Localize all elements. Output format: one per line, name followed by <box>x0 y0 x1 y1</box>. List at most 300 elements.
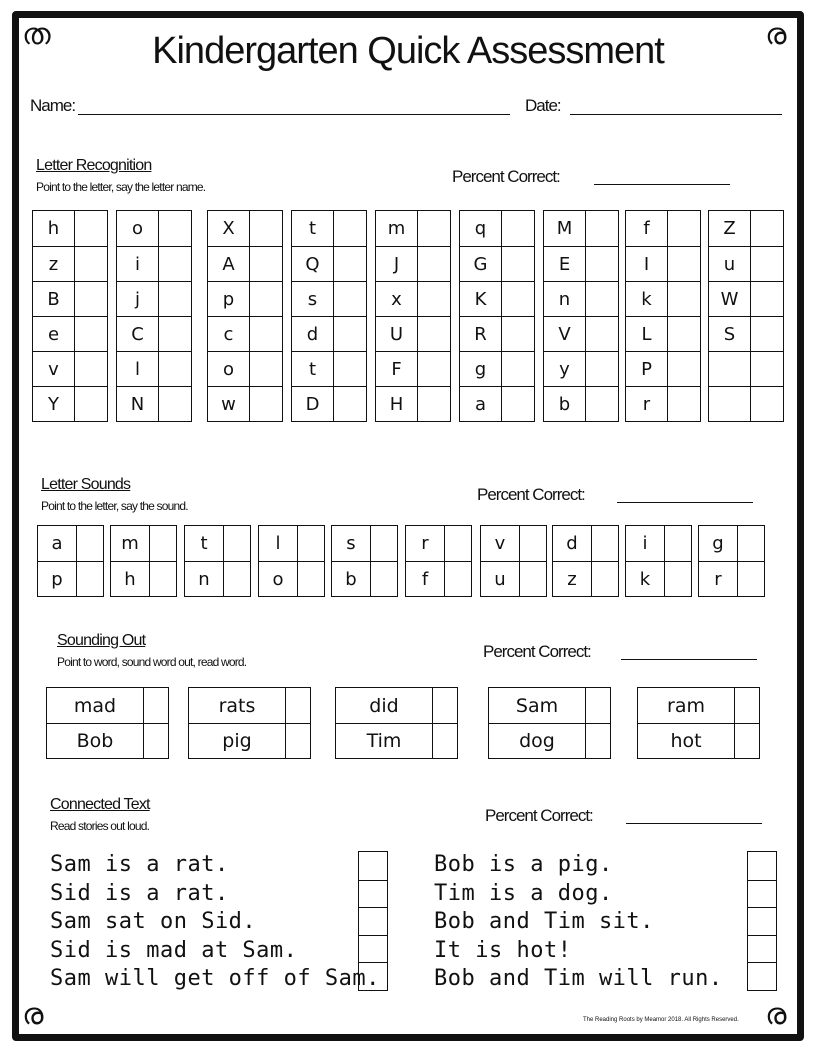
date-label: Date: <box>525 96 561 115</box>
letter-cell <box>460 316 534 351</box>
sound-cell <box>111 561 176 596</box>
answer-box[interactable] <box>159 282 191 316</box>
letter: u <box>481 562 520 596</box>
word-cell <box>336 723 457 758</box>
answer-box[interactable] <box>418 282 450 316</box>
letter: i <box>117 247 159 281</box>
sound-cell <box>38 526 103 561</box>
word: Sam <box>489 688 586 723</box>
letter-cell <box>544 281 618 316</box>
answer-box[interactable] <box>586 317 618 351</box>
letter-column <box>459 210 535 422</box>
answer-box[interactable] <box>250 317 282 351</box>
letter-cell <box>709 316 783 351</box>
letter-cell <box>292 351 366 386</box>
letter: E <box>544 247 586 281</box>
letter: b <box>544 387 586 421</box>
answer-box[interactable] <box>250 282 282 316</box>
answer-box[interactable] <box>418 317 450 351</box>
sound-column <box>37 525 104 597</box>
letter-cell <box>33 281 107 316</box>
letter-cell <box>33 386 107 421</box>
letter: n <box>544 282 586 316</box>
letter: t <box>292 352 334 386</box>
percent-correct-label: Percent Correct: <box>452 167 560 186</box>
letter: o <box>208 352 250 386</box>
letter: R <box>460 317 502 351</box>
answer-box[interactable] <box>144 724 168 758</box>
letter-column <box>708 210 784 422</box>
answer-box[interactable] <box>445 562 471 596</box>
word-cell <box>47 723 168 758</box>
letter: H <box>376 387 418 421</box>
answer-box[interactable] <box>433 724 457 758</box>
letter: Q <box>292 247 334 281</box>
answer-box[interactable] <box>738 526 764 561</box>
letter-cell <box>460 281 534 316</box>
story-sentence: Sid is mad at Sam. <box>50 937 298 963</box>
connected-text-title: Connected Text <box>50 796 150 813</box>
letter: Y <box>33 387 75 421</box>
sound-cell <box>185 526 250 561</box>
answer-box[interactable] <box>250 211 282 246</box>
answer-box[interactable] <box>586 387 618 421</box>
answer-box[interactable] <box>250 387 282 421</box>
story-sentence: It is hot! <box>434 937 572 963</box>
sound-column <box>552 525 619 597</box>
copyright-notice: The Reading Roots by Meamor 2018. All Rights Reserved. <box>583 1017 739 1023</box>
letter-cell <box>626 386 700 421</box>
connected-text-instructions: Read stories out loud. <box>50 819 150 833</box>
answer-box[interactable] <box>150 562 176 596</box>
answer-box[interactable] <box>502 387 534 421</box>
letter: f <box>406 562 445 596</box>
word: pig <box>189 724 286 758</box>
letter-column <box>375 210 451 422</box>
letter-cell <box>376 351 450 386</box>
sentence-check-box[interactable] <box>359 880 387 908</box>
letter: k <box>626 562 665 596</box>
letter-cell <box>709 281 783 316</box>
answer-box[interactable] <box>665 562 691 596</box>
letter-cell <box>544 351 618 386</box>
answer-box[interactable] <box>159 317 191 351</box>
answer-box[interactable] <box>286 688 310 723</box>
answer-box[interactable] <box>418 387 450 421</box>
sentence-check-box[interactable] <box>748 880 776 908</box>
swirl-top-left-icon: ത <box>22 17 51 52</box>
letter-sounds-instructions: Point to the letter, say the sound. <box>41 499 188 513</box>
answer-box[interactable] <box>445 526 471 561</box>
answer-box[interactable] <box>371 562 397 596</box>
letter-cell <box>208 351 282 386</box>
letter: e <box>33 317 75 351</box>
answer-box[interactable] <box>334 282 366 316</box>
answer-box[interactable] <box>418 352 450 386</box>
letter: G <box>460 247 502 281</box>
letter: r <box>406 526 445 561</box>
letter-column <box>32 210 108 422</box>
letter: t <box>185 526 224 561</box>
letter: I <box>626 247 668 281</box>
answer-box[interactable] <box>665 526 691 561</box>
letter: g <box>460 352 502 386</box>
letter: L <box>626 317 668 351</box>
letter: M <box>544 211 586 246</box>
letter: s <box>292 282 334 316</box>
word: Bob <box>47 724 144 758</box>
letter-cell <box>117 281 191 316</box>
letter-cell <box>292 211 366 246</box>
answer-box[interactable] <box>150 526 176 561</box>
sound-column <box>625 525 692 597</box>
letter-cell <box>626 316 700 351</box>
letter-column <box>543 210 619 422</box>
letter: i <box>626 526 665 561</box>
answer-box[interactable] <box>250 352 282 386</box>
answer-box[interactable] <box>75 352 107 386</box>
letter: A <box>208 247 250 281</box>
answer-box[interactable] <box>502 317 534 351</box>
answer-box[interactable] <box>668 282 700 316</box>
sound-cell <box>626 526 691 561</box>
answer-box[interactable] <box>586 247 618 281</box>
word: Tim <box>336 724 433 758</box>
answer-box[interactable] <box>592 526 618 561</box>
letter: v <box>33 352 75 386</box>
answer-box[interactable] <box>224 562 250 596</box>
word-column <box>488 687 611 759</box>
sound-column <box>110 525 177 597</box>
letter: X <box>208 211 250 246</box>
letter: d <box>553 526 592 561</box>
answer-box[interactable] <box>735 688 759 723</box>
letter-cell <box>460 246 534 281</box>
letter-cell <box>376 316 450 351</box>
sound-cell <box>699 561 764 596</box>
letter-cell <box>292 246 366 281</box>
letter-cell <box>292 386 366 421</box>
answer-box[interactable] <box>668 352 700 386</box>
answer-box[interactable] <box>159 387 191 421</box>
letter: a <box>460 387 502 421</box>
swirl-bottom-right-icon: ര <box>765 997 787 1032</box>
letter-cell <box>292 281 366 316</box>
letter: h <box>111 562 150 596</box>
answer-box[interactable] <box>75 211 107 246</box>
sounding-out-title: Sounding Out <box>57 632 146 649</box>
letter: w <box>208 387 250 421</box>
sound-column <box>184 525 251 597</box>
word: dog <box>489 724 586 758</box>
answer-box[interactable] <box>77 562 103 596</box>
letter: s <box>332 526 371 561</box>
letter-column <box>116 210 192 422</box>
sound-column <box>258 525 325 597</box>
answer-box[interactable] <box>334 387 366 421</box>
answer-box[interactable] <box>735 724 759 758</box>
answer-box[interactable] <box>668 247 700 281</box>
answer-box[interactable] <box>159 211 191 246</box>
sound-cell <box>406 526 471 561</box>
letter: K <box>460 282 502 316</box>
answer-box[interactable] <box>334 317 366 351</box>
letter: q <box>460 211 502 246</box>
sound-cell <box>626 561 691 596</box>
sentence-check-box[interactable] <box>359 852 387 880</box>
word: hot <box>638 724 735 758</box>
letter: h <box>33 211 75 246</box>
story-sentence: Sam will get off of Sam. <box>50 966 380 992</box>
letter: m <box>376 211 418 246</box>
letter-cell <box>709 386 783 421</box>
letter: f <box>626 211 668 246</box>
letter-cell <box>33 246 107 281</box>
answer-box[interactable] <box>334 211 366 246</box>
sound-cell <box>111 526 176 561</box>
story-sentence: Bob and Tim will run. <box>434 966 723 992</box>
letter: F <box>376 352 418 386</box>
answer-box[interactable] <box>418 211 450 246</box>
sound-cell <box>185 561 250 596</box>
letter-cell <box>626 211 700 246</box>
word: rats <box>189 688 286 723</box>
letter-cell <box>117 351 191 386</box>
percent-correct-field[interactable] <box>621 659 757 660</box>
answer-box[interactable] <box>668 387 700 421</box>
date-field[interactable] <box>570 114 782 115</box>
answer-box[interactable] <box>502 211 534 246</box>
letter-cell <box>208 211 282 246</box>
letter: z <box>33 247 75 281</box>
answer-box[interactable] <box>738 562 764 596</box>
sentence-check-boxes <box>747 851 777 991</box>
name-label: Name: <box>30 96 76 115</box>
story-sentence: Tim is a dog. <box>434 880 613 906</box>
letter <box>709 387 751 421</box>
letter-cell <box>33 211 107 246</box>
sentence-check-box[interactable] <box>359 935 387 963</box>
letter: m <box>111 526 150 561</box>
letter: v <box>481 526 520 561</box>
sound-cell <box>553 526 618 561</box>
letter: Z <box>709 211 751 246</box>
letter-cell <box>709 351 783 386</box>
answer-box[interactable] <box>75 317 107 351</box>
percent-correct-field[interactable] <box>594 184 730 185</box>
letter: n <box>185 562 224 596</box>
sound-column <box>698 525 765 597</box>
answer-box[interactable] <box>75 387 107 421</box>
story-sentence: Sid is a rat. <box>50 880 229 906</box>
answer-box[interactable] <box>586 211 618 246</box>
word-cell <box>189 723 310 758</box>
percent-correct-field[interactable] <box>626 823 762 824</box>
letter-cell <box>117 386 191 421</box>
percent-correct-label: Percent Correct: <box>477 485 585 504</box>
sound-cell <box>259 561 324 596</box>
answer-box[interactable] <box>586 688 610 723</box>
letter-cell <box>33 316 107 351</box>
letter: g <box>699 526 738 561</box>
answer-box[interactable] <box>298 562 324 596</box>
answer-box[interactable] <box>751 211 783 246</box>
letter: k <box>626 282 668 316</box>
letter: y <box>544 352 586 386</box>
answer-box[interactable] <box>75 282 107 316</box>
sentence-check-box[interactable] <box>359 907 387 935</box>
word: did <box>336 688 433 723</box>
letter-cell <box>460 351 534 386</box>
letter-cell <box>117 316 191 351</box>
answer-box[interactable] <box>334 247 366 281</box>
word-cell <box>189 688 310 723</box>
letter <box>709 352 751 386</box>
answer-box[interactable] <box>75 247 107 281</box>
answer-box[interactable] <box>520 562 546 596</box>
answer-box[interactable] <box>668 211 700 246</box>
answer-box[interactable] <box>751 247 783 281</box>
letter-cell <box>208 316 282 351</box>
letter: c <box>208 317 250 351</box>
letter-cell <box>626 246 700 281</box>
answer-box[interactable] <box>592 562 618 596</box>
letter: D <box>292 387 334 421</box>
letter-column <box>625 210 701 422</box>
word-cell <box>638 723 759 758</box>
page-title: Kindergarten Quick Assessment <box>152 30 664 72</box>
story-sentence: Bob and Tim sit. <box>434 909 654 935</box>
letter: p <box>38 562 77 596</box>
sound-cell <box>481 526 546 561</box>
letter-cell <box>292 316 366 351</box>
letter: S <box>709 317 751 351</box>
answer-box[interactable] <box>334 352 366 386</box>
letter-cell <box>117 246 191 281</box>
answer-box[interactable] <box>159 247 191 281</box>
letter: o <box>259 562 298 596</box>
answer-box[interactable] <box>586 282 618 316</box>
letter-cell <box>376 246 450 281</box>
letter-cell <box>208 246 282 281</box>
answer-box[interactable] <box>502 352 534 386</box>
story-sentence: Bob is a pig. <box>434 852 613 877</box>
word-column <box>46 687 169 759</box>
letter: W <box>709 282 751 316</box>
answer-box[interactable] <box>418 247 450 281</box>
letter: l <box>259 526 298 561</box>
letter-cell <box>626 351 700 386</box>
letter-cell <box>544 316 618 351</box>
answer-box[interactable] <box>77 526 103 561</box>
word-cell <box>489 688 610 723</box>
letter-column <box>207 210 283 422</box>
word-cell <box>489 723 610 758</box>
letter: V <box>544 317 586 351</box>
sound-cell <box>553 561 618 596</box>
letter-cell <box>117 211 191 246</box>
name-field[interactable] <box>78 114 510 115</box>
answer-box[interactable] <box>751 352 783 386</box>
answer-box[interactable] <box>520 526 546 561</box>
letter: d <box>292 317 334 351</box>
letter: t <box>292 211 334 246</box>
letter-cell <box>33 351 107 386</box>
letter: r <box>699 562 738 596</box>
answer-box[interactable] <box>502 247 534 281</box>
word-cell <box>336 688 457 723</box>
letter-cell <box>208 386 282 421</box>
percent-correct-field[interactable] <box>617 502 753 503</box>
letter: b <box>332 562 371 596</box>
letter-cell <box>544 386 618 421</box>
letter: o <box>117 211 159 246</box>
sentence-check-box[interactable] <box>748 962 776 990</box>
answer-box[interactable] <box>159 352 191 386</box>
letter-recognition-instructions: Point to the letter, say the letter name. <box>36 180 206 194</box>
letter-cell <box>460 211 534 246</box>
word: ram <box>638 688 735 723</box>
answer-box[interactable] <box>751 282 783 316</box>
answer-box[interactable] <box>668 317 700 351</box>
sentence-check-box[interactable] <box>748 907 776 935</box>
answer-box[interactable] <box>144 688 168 723</box>
letter: x <box>376 282 418 316</box>
letter: P <box>626 352 668 386</box>
answer-box[interactable] <box>502 282 534 316</box>
swirl-top-right-icon: ര <box>765 17 787 52</box>
letter: a <box>38 526 77 561</box>
word-cell <box>47 688 168 723</box>
sentence-check-box[interactable] <box>748 935 776 963</box>
sound-column <box>480 525 547 597</box>
letter-recognition-title: Letter Recognition <box>36 157 152 174</box>
sound-cell <box>332 526 397 561</box>
answer-box[interactable] <box>433 688 457 723</box>
letter: r <box>626 387 668 421</box>
word-column <box>188 687 311 759</box>
sound-cell <box>481 561 546 596</box>
sound-cell <box>332 561 397 596</box>
percent-correct-label: Percent Correct: <box>483 642 591 661</box>
sounding-out-instructions: Point to word, sound word out, read word. <box>57 655 247 669</box>
word-column <box>637 687 760 759</box>
letter-cell <box>376 386 450 421</box>
swirl-bottom-left-icon: ര <box>22 997 44 1032</box>
sound-column <box>405 525 472 597</box>
answer-box[interactable] <box>371 526 397 561</box>
answer-box[interactable] <box>586 724 610 758</box>
answer-box[interactable] <box>250 247 282 281</box>
sentence-check-box[interactable] <box>748 852 776 880</box>
letter-cell <box>544 211 618 246</box>
sound-cell <box>259 526 324 561</box>
answer-box[interactable] <box>751 317 783 351</box>
answer-box[interactable] <box>286 724 310 758</box>
answer-box[interactable] <box>298 526 324 561</box>
letter: U <box>376 317 418 351</box>
sentence-check-box[interactable] <box>359 962 387 990</box>
word-column <box>335 687 458 759</box>
answer-box[interactable] <box>224 526 250 561</box>
letter: C <box>117 317 159 351</box>
letter-cell <box>376 211 450 246</box>
answer-box[interactable] <box>751 387 783 421</box>
story-sentence: Sam is a rat. <box>50 852 229 877</box>
sound-column <box>331 525 398 597</box>
answer-box[interactable] <box>586 352 618 386</box>
percent-correct-label: Percent Correct: <box>485 806 593 825</box>
